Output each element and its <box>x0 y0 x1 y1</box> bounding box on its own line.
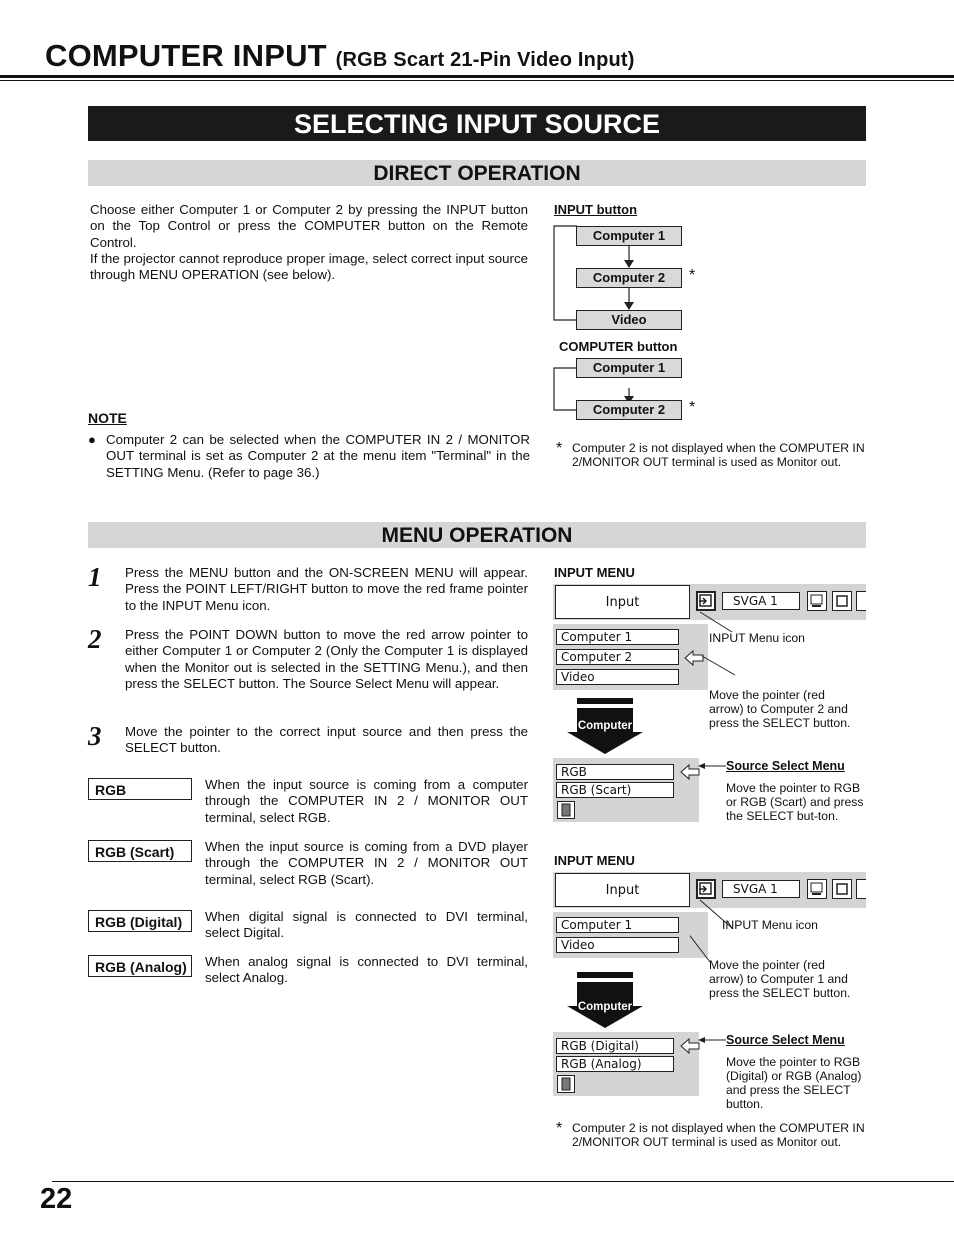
note-text: Computer 2 can be selected when the COMPUTER IN 2 / MONITOR OUT terminal is set as Computer 2 at the menu item "Terminal" in the SETTING Menu. (Refer to page 36.) <box>106 432 530 480</box>
step-3-text: Move the pointer to the correct input source and then press the SELECT button. <box>125 724 528 756</box>
diagram1-input-label: Input <box>605 595 640 610</box>
diagram1-item-computer2: Computer 2 <box>556 649 679 665</box>
direct-operation-heading: DIRECT OPERATION <box>88 160 866 186</box>
diagram1-computer-label: Computer <box>577 720 633 732</box>
diagram1-pointer-note: Move the pointer (red arrow) to Computer 2 and press the SELECT button. <box>709 688 851 730</box>
diagram2-svga-label: SVGA 1 <box>733 882 778 896</box>
title-main: COMPUTER INPUT <box>45 38 327 73</box>
input-flow-computer1: Computer 1 <box>576 226 682 246</box>
screen-icon <box>807 879 827 899</box>
diagram1-source-title: Source Select Menu <box>726 759 845 773</box>
step-2-number: 2 <box>88 624 102 654</box>
computer-flow-computer1: Computer 1 <box>576 358 682 378</box>
option-rgb-scart-text: When the input source is coming from a DVD player through the COMPUTER IN 2 / MONITOR OUT terminal, select RGB (Scart). <box>205 839 528 887</box>
input-flow-computer2: Computer 2 <box>576 268 682 288</box>
down-arrow-icon <box>567 972 643 1028</box>
diagram2-item-video: Video <box>556 937 679 953</box>
note-bullet: ● <box>88 432 96 447</box>
input-flow-video: Video <box>576 310 682 330</box>
footnote-asterisk: * <box>556 1120 563 1137</box>
option-rgb-scart-label: RGB (Scart) <box>88 840 192 862</box>
diagram2-source-title: Source Select Menu <box>726 1033 845 1047</box>
page-title <box>45 38 635 74</box>
diagram1-input-box <box>555 585 690 619</box>
diagram2-item-computer1: Computer 1 <box>556 917 679 933</box>
header-rule <box>0 75 954 78</box>
diagram1-source-rgb: RGB <box>556 764 674 780</box>
diagram1-title: INPUT MENU <box>554 565 635 580</box>
diagram2-computer-label: Computer <box>577 1001 633 1013</box>
computer-flow-computer2: Computer 2 <box>576 400 682 420</box>
diagram2-title: INPUT MENU <box>554 853 635 868</box>
screen-icon <box>807 591 827 611</box>
step-1-number: 1 <box>88 562 102 592</box>
option-rgb-analog-label: RGB (Analog) <box>88 955 192 977</box>
step-3-number: 3 <box>88 721 102 751</box>
diagram1-item-video: Video <box>556 669 679 685</box>
diagram2-source-rgb-analog: RGB (Analog) <box>556 1056 674 1072</box>
diagram2-source-exit-icon <box>557 1075 575 1093</box>
settings-icon <box>856 879 866 899</box>
direct-para-2: If the projector cannot reproduce proper image, select correct input source through MENU OPERATION (see below). <box>90 250 528 283</box>
computer-button-label: COMPUTER button <box>559 339 678 354</box>
diagram1-source-leader <box>698 760 728 772</box>
step-2-text: Press the POINT DOWN button to move the red arrow pointer to either Computer 1 or Computer 2 (Only the Computer 1 is displayed when the Monitor out is selected in the SETTING Menu.), and then press the SELECT button. The Source Select Menu will appear. <box>125 627 528 691</box>
menu-footnote: Computer 2 is not displayed when the COMPUTER IN 2/MONITOR OUT terminal is used as Monitor out. <box>572 1121 865 1149</box>
menu-operation-heading: MENU OPERATION <box>88 522 866 548</box>
diagram1-source-exit-icon <box>557 801 575 819</box>
option-rgb-digital-label: RGB (Digital) <box>88 910 192 932</box>
diagram1-source-note: Move the pointer to RGB or RGB (Scart) and press the SELECT but-ton. <box>726 781 864 823</box>
section-banner: SELECTING INPUT SOURCE <box>88 106 866 141</box>
step-1-text: Press the MENU button and the ON-SCREEN MENU will appear. Press the POINT LEFT/RIGHT button to move the red frame pointer to the INPUT Menu icon. <box>125 565 528 613</box>
diagram2-input-label: Input <box>605 883 640 898</box>
header-rule-thin <box>0 80 954 81</box>
option-rgb-label: RGB <box>88 778 192 800</box>
diagram2-pointer-note: Move the pointer (red arrow) to Computer 1 and press the SELECT button. <box>709 958 851 1000</box>
settings-icon <box>856 591 866 611</box>
diagram1-source-rgb-scart: RGB (Scart) <box>556 782 674 798</box>
footer-rule <box>52 1181 954 1182</box>
square-icon <box>832 591 852 611</box>
direct-text <box>90 202 528 283</box>
option-rgb-digital-text: When digital signal is connected to DVI terminal, select Digital. <box>205 909 528 941</box>
asterisk: * <box>689 399 696 416</box>
footnote-asterisk: * <box>556 440 563 457</box>
square-icon <box>832 879 852 899</box>
diagram1-icon-note: INPUT Menu icon <box>709 631 805 645</box>
diagram1-item-computer1: Computer 1 <box>556 629 679 645</box>
diagram2-source-leader <box>698 1034 728 1046</box>
diagram2-source-note: Move the pointer to RGB (Digital) or RGB (Analog) and press the SELECT button. <box>726 1055 862 1111</box>
title-sub: (RGB Scart 21-Pin Video Input) <box>335 49 635 71</box>
asterisk: * <box>689 267 696 284</box>
page-number: 22 <box>40 1183 73 1215</box>
option-rgb-text: When the input source is coming from a computer through the COMPUTER IN 2 / MONITOR OUT terminal, select RGB. <box>205 777 528 825</box>
diagram1-svga-label: SVGA 1 <box>733 594 778 608</box>
diagram2-icon-note: INPUT Menu icon <box>722 918 818 932</box>
diagram2-source-rgb-digital: RGB (Digital) <box>556 1038 674 1054</box>
direct-footnote: Computer 2 is not displayed when the COMPUTER IN 2/MONITOR OUT terminal is used as Monitor out. <box>572 441 865 469</box>
input-button-label: INPUT button <box>554 202 638 217</box>
note-label: NOTE <box>88 410 127 426</box>
diagram2-input-box <box>555 873 690 907</box>
option-rgb-analog-text: When analog signal is connected to DVI terminal, select Analog. <box>205 954 528 986</box>
direct-para-1: Choose either Computer 1 or Computer 2 by pressing the INPUT button on the Top Control or press the COMPUTER button on the Remote Control. <box>90 202 528 250</box>
